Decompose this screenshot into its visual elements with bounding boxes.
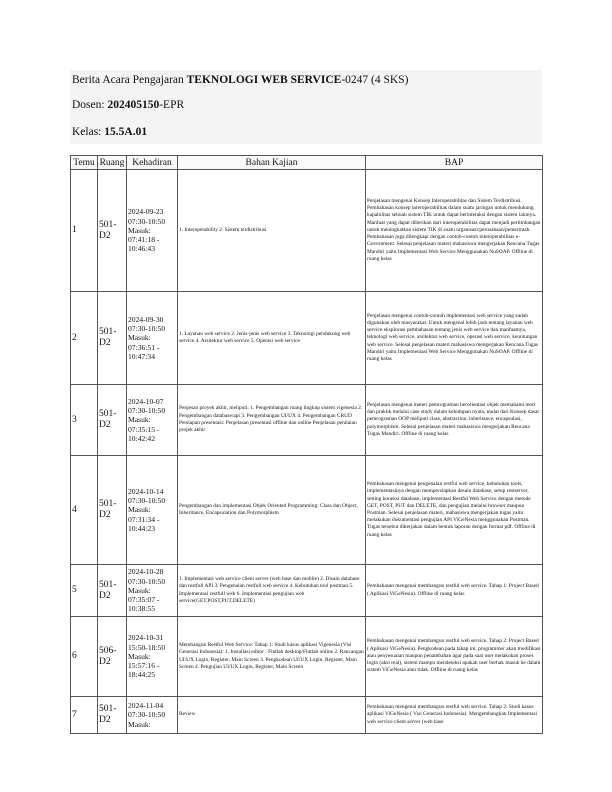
teaching-report-table (70, 155, 543, 734)
table-row (71, 170, 543, 292)
check-in-label: Masuk: (128, 415, 151, 425)
bap-text: Pembahasan mengenai membangun restful web service. Tahap 1: Project Based ( Aplikasi ViGeNesia). Offline di ruang kelas (366, 565, 543, 617)
room: 501-D2 (98, 456, 127, 565)
check-in-time: 07:31:34 - 10:44:23 (128, 514, 160, 533)
meeting-date: 2024-10-31 (128, 633, 164, 643)
check-in-time: 07:35:15 - 10:42:42 (128, 424, 160, 443)
meeting-date: 2024-10-28 (128, 567, 164, 577)
attendance (127, 385, 178, 456)
attendance (127, 617, 178, 697)
material: Penjesan proyek akhir, meliputi: 1. Pengembangan ruang lingkup sistem vigenesia 2. Pengembangan database/api 3. Pengembangan UI/UX 4. Pengembangan CRUD Persiapan presentasi: Penjelasan presentasi offline dan online Penjelasan penilaian projek akhir (178, 385, 366, 456)
meeting-number: 3 (71, 385, 98, 456)
attendance (127, 170, 178, 292)
table-row (71, 697, 543, 734)
meeting-date: 2024-10-14 (128, 486, 164, 496)
material: 1. Layanan web service 2. Jenis-jenis web service 3. Teknologi pendukung web service 4. Arsitektur web service 5. Operasi web service (178, 292, 366, 385)
report-title (72, 73, 408, 87)
bap-text: Penjelasan mengenai Konsep Interoperabilitas dan Sistem Terdistribusi. Pembahasan konsep interoperabilitas dalam suatu jaringan untuk mendukung kapabilitas sebuah sistem TIK untuk dapat berinteraksi dengan sistem lainnya. Manfaat yang dapat diberikan dari interoperabilitas dapat menjadi pertimbangan untuk meningkatkan sistem TIK di suatu organisasi/perusahaan/pemerintah. Pembahasan juga dilengkapi dengan contoh-contoh interoperabilitas e-Government. Selesai penjelasan materi mahasiswa mengerjakan Rencana Tugas Mandiri yaitu Implementasi Web Service Menggunakan NuSOAP. Offline di ruang kelas (366, 170, 543, 292)
meeting-number: 4 (71, 456, 98, 565)
meeting-date: 2024-09-30 (128, 314, 164, 324)
check-in-label: Masuk: (128, 505, 151, 515)
attendance (127, 456, 178, 565)
table-row (71, 617, 543, 697)
lecturer-line (72, 98, 184, 112)
course-name: TEKNOLOGI WEB SERVICE (186, 74, 342, 86)
meeting-date: 2024-11-04 (128, 701, 164, 711)
title-prefix: Berita Acara Pengajaran (72, 74, 187, 86)
bap-text: Pembahasan mengenai membangun restful web service. Tahap 2: Project Based ( Aplikasi ViGeNesia). Pengkodean pada tahap ini, programmer akan modifikasi atau penyesuaian maupun penambahan agar pada saat user melakukan proses login (aksi real), sistem mampu mendeteksi apakah user berhak masuk ke dalam sistem ViGeNesia atau tidak. Offline di ruang kelas (366, 617, 543, 697)
lecturer-label: Dosen: (72, 99, 108, 111)
table-row (71, 385, 543, 456)
column-header-meeting: Temu (71, 156, 98, 170)
check-in-time: 07:41:18 - 10:46:43 (128, 235, 160, 254)
table-header-row (71, 156, 543, 170)
attendance (127, 292, 178, 385)
material: Review (178, 697, 366, 734)
meeting-time: 07:30-10:50 (128, 406, 166, 416)
column-header-room: Ruang (98, 156, 127, 170)
bap-text: Penjelasan mengenai materi pemrograman berorientasi objek memahami teori dan praktik melalui case study dalam kehidupan nyata, mulai dari Konsep dasar pemrograman OOP meliputi class, abstraction, inheritance, encapsulasi, polymorphism. Selesai penjelasan materi mahasiswa mengerjakan Rencana Tugas Mandiri. Offline di ruang kelas (366, 385, 543, 456)
meeting-time: 07:30-10:50 (128, 216, 166, 226)
bap-text: Pembahasan mengenai membangun restful web service. Tahap 2: Studi kasus aplikasi ViGeNesia ( Visi Generasi Indonesia). Mengembangkan Implementasi web service client server (web base (366, 697, 543, 734)
table-row (71, 292, 543, 385)
course-code: -0247 (4 SKS) (341, 74, 409, 86)
meeting-time: 07:30-10:50 (128, 496, 166, 506)
bap-text: Pembahasan mengenai pengenalan restful web service, kebutuhan tools, implementasinya dengan mempersiapkan desain database, setup restserver, setting koneksi database, implementasi Restful Web Service dengan metode GET, POST, PUT dan DELETE, dan pengujian melalui browser maupun Postman. Selesai penjelasan materi, mahasiswa mengerjakan tugas yaitu melakukan dokumentasi pengujian API ViGeNesia menggunakan Postman. Tugas tersebut dikerjakan dalam bentuk laporan dengan format pdf. Offline di ruang kelas (366, 456, 543, 565)
bap-text: Penjelasan mengenai contoh-contoh implementasi web service yang sudah digunakan oleh masyarakat. Untuk mengenal lebih jauh tentang layanan web service eksplorasi pembahasan tentang jenis web service dan manfaatnya, teknologi web service, arsitektur web service, operasi web service, keuntungan web service. Selesai penjelasan materi mahasiswa mengerjakan Rencana Tugas Mandiri yaitu Implementasi Web Service Menggunakan NuSOAP. Offline di ruang kelas (366, 292, 543, 385)
room: 501-D2 (98, 170, 127, 292)
meeting-number: 2 (71, 292, 98, 385)
material: 1. Interoperability 2. Sistem terdistribusi (178, 170, 366, 292)
meeting-number: 1 (71, 170, 98, 292)
attendance (127, 697, 178, 734)
meeting-time: 15:50-18:50 (128, 642, 166, 652)
check-in-label: Masuk: (128, 225, 151, 235)
room: 501-D2 (98, 385, 127, 456)
check-in-label: Masuk: (128, 585, 151, 595)
attendance (127, 565, 178, 617)
column-header-attendance: Kehadiran (127, 156, 178, 170)
document-header (70, 70, 542, 144)
table-row (71, 565, 543, 617)
meeting-time: 07:30-10:50 (128, 710, 166, 720)
meeting-number: 5 (71, 565, 98, 617)
column-header-bap: BAP (366, 156, 543, 170)
class-value: 15.5A.01 (104, 126, 148, 138)
class-label: Kelas: (72, 126, 105, 138)
lecturer-suffix: -EPR (159, 99, 185, 111)
meeting-time: 07:30-10:50 (128, 324, 166, 334)
meeting-number: 7 (71, 697, 98, 734)
check-in-label: Masuk: (128, 333, 151, 343)
meeting-date: 2024-10-07 (128, 396, 164, 406)
check-in-time: 07:35:07 - 10:38:55 (128, 595, 160, 614)
room: 501-D2 (98, 292, 127, 385)
material: Pengembangan dan implementasi Objek Oriented Programming: Class dan Object, Inheritance, Encapsulation dan Polymorphism (178, 456, 366, 565)
room: 501-D2 (98, 565, 127, 617)
room: 501-D2 (98, 697, 127, 734)
table-row (71, 456, 543, 565)
material: 1. Implementasi web service client server (web base dan mobile) 2. Disain database dan restfull API 3. Pengenalan restfull web service 4. Kebutuhan tool postman 5. Implementasi restfull web 6. Implementasi pengujian web service(GET,POST,PUT,DELETE) (178, 565, 366, 617)
class-line (72, 125, 147, 139)
room: 506-D2 (98, 617, 127, 697)
lecturer-id: 202405150 (107, 99, 160, 111)
column-header-material: Bahan Kajian (178, 156, 366, 170)
check-in-time: 15:57:16 - 18:44:25 (128, 661, 160, 680)
meeting-date: 2024-09-23 (128, 207, 164, 217)
meeting-number: 6 (71, 617, 98, 697)
check-in-label: Masuk: (128, 719, 151, 729)
check-in-label: Masuk: (128, 651, 151, 661)
check-in-time: 07:36:51 - 10:47:34 (128, 342, 160, 361)
meeting-time: 07:30-10:50 (128, 576, 166, 586)
material: Membangun Restful Web Service: Tahap 1: Studi kasus aplikasi Vigenesia (Visi Generasi Indonesia): 1. Installasi editor : Flutlab desktop/Flutlab online 2. Rancangan UI/UX Login, Register, Main Screen 3. Pengkodean UI/UX Login, Register, Main Screen 4. Pengujian UI/UX Login, Register, Main Screen (178, 617, 366, 697)
